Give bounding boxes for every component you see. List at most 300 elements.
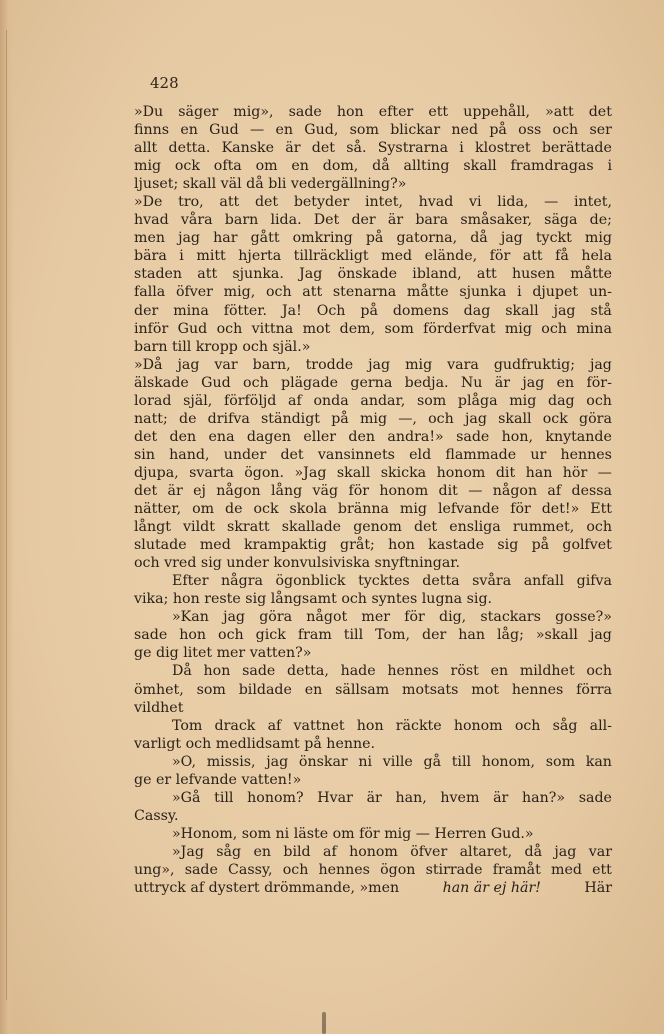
word: jag bbox=[500, 230, 523, 247]
word: att bbox=[476, 266, 497, 283]
word: några bbox=[221, 573, 263, 590]
text-line: »Honom, som ni läste om för mig — Herren Gud.» bbox=[172, 825, 534, 842]
word: låg; bbox=[497, 627, 524, 644]
text-line bbox=[134, 265, 612, 283]
word: betyder bbox=[293, 194, 350, 211]
text-line bbox=[134, 103, 612, 121]
word: som bbox=[196, 681, 226, 698]
final-line-italic: han är ej här! bbox=[442, 880, 541, 897]
word: önskade bbox=[337, 266, 398, 283]
word: med bbox=[199, 537, 231, 554]
text-line bbox=[134, 392, 612, 410]
word: ock bbox=[174, 158, 200, 175]
text-line bbox=[134, 536, 612, 554]
word: »att bbox=[545, 104, 574, 120]
word: att bbox=[302, 284, 323, 301]
word: uppehåll, bbox=[463, 104, 531, 120]
word: efter bbox=[378, 104, 414, 120]
word: och bbox=[552, 122, 579, 139]
word: gosse?» bbox=[555, 609, 612, 626]
word: trodde bbox=[305, 356, 354, 373]
word: detta. bbox=[168, 140, 211, 157]
word: den bbox=[169, 428, 197, 445]
word: detta bbox=[422, 573, 460, 590]
word: mer bbox=[361, 609, 391, 626]
word: ej bbox=[193, 482, 206, 499]
word: hör bbox=[562, 464, 588, 481]
word: det!» bbox=[541, 501, 580, 518]
word: »O, bbox=[172, 753, 196, 770]
word: dessa bbox=[571, 482, 612, 499]
word: intet, bbox=[573, 194, 612, 211]
word: »Du bbox=[134, 104, 164, 120]
text-line: Cassy. bbox=[134, 807, 179, 824]
word: fötter. bbox=[223, 302, 268, 319]
word: ville bbox=[382, 753, 413, 770]
word: jag bbox=[266, 753, 289, 770]
word: sig bbox=[497, 537, 519, 554]
text-line: ljuset; skall väl då bli vedergällning?» bbox=[134, 176, 407, 193]
word: hon bbox=[203, 663, 231, 680]
word: lida. bbox=[270, 212, 302, 229]
word: intet, bbox=[364, 194, 403, 211]
word: skall bbox=[336, 464, 371, 481]
word: under bbox=[223, 446, 267, 463]
word: önskar bbox=[298, 753, 348, 770]
word: sade bbox=[578, 789, 612, 806]
word: oss bbox=[518, 122, 542, 139]
word: ibland, bbox=[412, 266, 462, 283]
word: vildt bbox=[183, 519, 215, 536]
word: ena bbox=[208, 428, 235, 445]
word: och bbox=[514, 717, 541, 734]
word: hjerta bbox=[238, 248, 282, 265]
word: en bbox=[490, 663, 509, 680]
word: då bbox=[470, 230, 488, 247]
text-line bbox=[134, 681, 612, 699]
word: natt; bbox=[134, 410, 168, 427]
word: mina bbox=[173, 302, 209, 319]
word: ung», bbox=[134, 861, 175, 878]
word: ögon. bbox=[244, 464, 285, 481]
final-line-start: uttryck af dystert drömmande, »men bbox=[134, 880, 400, 897]
word: att bbox=[219, 194, 240, 211]
word: och bbox=[541, 320, 567, 337]
word: Tom bbox=[172, 717, 203, 734]
word: räckte bbox=[395, 717, 442, 734]
word: der bbox=[422, 627, 447, 644]
word: och bbox=[216, 320, 243, 337]
text-line: och vred sig under konvulsiviska snyftningar. bbox=[134, 555, 461, 572]
text-line bbox=[134, 356, 612, 374]
word: skicka bbox=[380, 464, 427, 481]
word: dit bbox=[495, 464, 516, 481]
word: tyckt bbox=[535, 230, 572, 247]
word: att bbox=[197, 266, 218, 283]
word: sade bbox=[242, 663, 276, 680]
word: älskade bbox=[134, 374, 189, 391]
word: mot bbox=[471, 681, 499, 698]
word: vittna bbox=[251, 320, 294, 337]
word: Gud bbox=[209, 122, 239, 139]
word: öfver bbox=[410, 843, 448, 860]
word: jag bbox=[554, 843, 577, 860]
word: eller bbox=[303, 428, 337, 445]
word: framdragas bbox=[510, 158, 594, 175]
text-line-final bbox=[134, 879, 612, 897]
word: »skall bbox=[535, 627, 578, 644]
word: för bbox=[404, 609, 425, 626]
text-line bbox=[134, 464, 612, 482]
word: han?» bbox=[522, 789, 566, 806]
word: det bbox=[311, 140, 335, 157]
text-line bbox=[134, 229, 612, 247]
word: andar, bbox=[360, 392, 406, 409]
word: det bbox=[254, 194, 279, 211]
word: skola bbox=[289, 501, 327, 518]
word: Nu bbox=[460, 374, 483, 391]
word: det bbox=[413, 519, 438, 536]
word: om bbox=[192, 501, 215, 518]
text-line bbox=[134, 157, 612, 175]
page-edge-line bbox=[6, 30, 7, 1000]
text-line: vika; hon reste sig långsamt och syntes lugna sig. bbox=[134, 591, 493, 608]
word: men bbox=[134, 230, 165, 247]
word: Systrarna bbox=[377, 140, 449, 157]
word: un- bbox=[588, 284, 612, 301]
word: gråt; bbox=[340, 537, 375, 554]
word: hon bbox=[336, 104, 364, 120]
word: är bbox=[387, 212, 404, 229]
word: tro, bbox=[178, 194, 204, 211]
text-line bbox=[134, 139, 612, 157]
word: honom bbox=[349, 843, 398, 860]
word: — bbox=[544, 194, 559, 211]
word: och bbox=[282, 861, 309, 878]
word: till bbox=[343, 627, 364, 644]
word: en bbox=[291, 158, 309, 175]
word: honom bbox=[453, 717, 503, 734]
word: Hvar bbox=[317, 789, 353, 806]
word: gatorna, bbox=[396, 230, 458, 247]
word: mig bbox=[584, 230, 612, 247]
word: och bbox=[586, 663, 612, 680]
word: och bbox=[265, 284, 292, 301]
word: något bbox=[306, 609, 348, 626]
word: sällsam bbox=[335, 681, 390, 698]
word: rummet, bbox=[512, 519, 575, 536]
word: skall bbox=[505, 302, 539, 319]
word: jag bbox=[223, 609, 246, 626]
word: Efter bbox=[172, 573, 209, 590]
word: säga bbox=[544, 212, 578, 229]
word: skallade bbox=[281, 519, 342, 536]
word: »Jag bbox=[294, 464, 327, 481]
text-line: varligt och medlidsamt på henne. bbox=[134, 735, 376, 752]
word: mitt bbox=[196, 248, 226, 265]
word: Då bbox=[172, 663, 192, 680]
word: är bbox=[167, 482, 183, 499]
text-line: vildhet bbox=[134, 699, 184, 716]
word: öfver bbox=[175, 284, 213, 301]
word: ett bbox=[592, 861, 612, 878]
word: vattnet bbox=[293, 717, 345, 734]
word: af bbox=[322, 843, 337, 860]
word: altaret, bbox=[459, 843, 513, 860]
word: ensliga bbox=[449, 519, 501, 536]
word: bildade bbox=[238, 681, 292, 698]
text-line bbox=[134, 843, 612, 861]
word: af bbox=[547, 482, 562, 499]
word: dit bbox=[438, 482, 458, 499]
word: det bbox=[588, 104, 612, 120]
word: ock bbox=[253, 501, 279, 518]
word: då bbox=[372, 158, 390, 175]
word: sade bbox=[288, 104, 322, 120]
word: onda bbox=[313, 392, 349, 409]
word: mina bbox=[576, 320, 612, 337]
word: honom bbox=[436, 464, 486, 481]
text-line bbox=[134, 121, 612, 139]
word: honom bbox=[379, 482, 429, 499]
word: stenarna bbox=[332, 284, 397, 301]
word: hvad bbox=[134, 212, 169, 229]
word: med bbox=[381, 248, 413, 265]
word: Kanske bbox=[221, 140, 275, 157]
word: der bbox=[134, 302, 159, 319]
text-line bbox=[134, 482, 612, 500]
word: ett bbox=[428, 104, 449, 120]
text-line: ge dig litet mer vatten?» bbox=[134, 645, 312, 662]
word: jag bbox=[589, 627, 612, 644]
word: lång bbox=[270, 482, 303, 499]
word: ned bbox=[451, 122, 479, 139]
word: som bbox=[545, 753, 576, 770]
word: i bbox=[459, 140, 464, 157]
word: få bbox=[555, 248, 569, 265]
body-text bbox=[134, 103, 612, 897]
text-line bbox=[134, 608, 612, 626]
word: är bbox=[285, 140, 301, 157]
word: en bbox=[556, 374, 575, 391]
word: drack bbox=[214, 717, 256, 734]
word: mig», bbox=[233, 104, 274, 120]
word: dem, bbox=[339, 320, 376, 337]
word: sjunka. bbox=[232, 266, 284, 283]
word: der bbox=[351, 212, 376, 229]
word: af bbox=[267, 717, 282, 734]
word: flammade bbox=[445, 446, 517, 463]
word: kastade bbox=[428, 537, 485, 554]
word: ock bbox=[542, 410, 568, 427]
word: drifva bbox=[207, 410, 250, 427]
word: någon bbox=[216, 482, 261, 499]
word: klostret bbox=[475, 140, 531, 157]
word: hennes bbox=[318, 861, 370, 878]
word: »Gå bbox=[172, 789, 201, 806]
word: det bbox=[134, 428, 158, 445]
word: lida, bbox=[497, 194, 529, 211]
text-line bbox=[134, 662, 612, 680]
word: för- bbox=[586, 374, 612, 391]
word: en bbox=[304, 681, 323, 698]
word: ofta bbox=[213, 158, 242, 175]
word: hon bbox=[388, 537, 415, 554]
word: någon bbox=[492, 482, 538, 499]
word: jag bbox=[522, 374, 545, 391]
word: elände, bbox=[424, 248, 478, 265]
word: eld bbox=[409, 446, 432, 463]
word: och bbox=[586, 519, 612, 536]
word: ser bbox=[589, 122, 612, 139]
word: hvem bbox=[440, 789, 480, 806]
word: plåga bbox=[457, 392, 498, 409]
word: gudfruktig; bbox=[493, 356, 575, 373]
word: gerna bbox=[350, 374, 393, 391]
word: »De bbox=[134, 194, 163, 211]
word: småsaker, bbox=[460, 212, 532, 229]
word: och bbox=[218, 627, 244, 644]
word: i bbox=[179, 248, 184, 265]
word: — bbox=[468, 482, 483, 499]
word: hennes bbox=[560, 446, 612, 463]
word: måtte bbox=[406, 284, 449, 301]
word: hon bbox=[179, 627, 207, 644]
page-bottom-mark bbox=[322, 1012, 326, 1034]
word: jag bbox=[178, 230, 201, 247]
word: skall bbox=[498, 410, 532, 427]
word: på bbox=[360, 302, 378, 319]
text-line bbox=[134, 500, 612, 518]
word: motsats bbox=[402, 681, 459, 698]
word: och bbox=[243, 374, 269, 391]
word: andra!» bbox=[387, 428, 444, 445]
word: allt bbox=[134, 140, 158, 157]
page-binding-edge bbox=[0, 0, 14, 1034]
text-line bbox=[134, 789, 612, 807]
word: sade bbox=[134, 627, 168, 644]
word: hennes bbox=[387, 663, 439, 680]
word: dag bbox=[547, 392, 575, 409]
word: — bbox=[597, 464, 612, 481]
word: gått bbox=[250, 230, 280, 247]
word: finns bbox=[134, 122, 170, 139]
word: på bbox=[331, 410, 349, 427]
word: till bbox=[451, 753, 472, 770]
word: ständigt bbox=[261, 410, 320, 427]
word: mig bbox=[399, 501, 427, 518]
word: djupet bbox=[532, 284, 579, 301]
text-line bbox=[134, 518, 612, 536]
word: han, bbox=[395, 789, 427, 806]
word: djupa, bbox=[134, 464, 179, 481]
word: svåra bbox=[472, 573, 512, 590]
word: på bbox=[531, 537, 550, 554]
word: mildhet bbox=[519, 663, 575, 680]
text-line bbox=[134, 320, 612, 338]
text-line: ge er lefvande vatten!» bbox=[134, 771, 302, 788]
text-line bbox=[134, 428, 612, 446]
word: svarta bbox=[189, 464, 234, 481]
word: själ, bbox=[183, 392, 213, 409]
word: förra bbox=[576, 681, 612, 698]
word: sade bbox=[184, 861, 218, 878]
word: det bbox=[280, 446, 304, 463]
word: då bbox=[524, 843, 543, 860]
word: i bbox=[517, 284, 522, 301]
word: väg bbox=[312, 482, 339, 499]
word: detta, bbox=[287, 663, 329, 680]
text-line bbox=[134, 283, 612, 301]
word: som bbox=[349, 122, 379, 139]
word: måtte bbox=[570, 266, 612, 283]
word: hon, bbox=[501, 428, 533, 445]
word: nätter, bbox=[134, 501, 182, 518]
word: det bbox=[134, 482, 158, 499]
word: såg bbox=[216, 843, 242, 860]
word: hela bbox=[581, 248, 612, 265]
word: »Kan bbox=[172, 609, 209, 626]
word: den bbox=[348, 428, 376, 445]
text-line bbox=[134, 211, 612, 229]
word: vansinnets bbox=[317, 446, 395, 463]
word: Och bbox=[316, 302, 346, 319]
word: jag bbox=[553, 302, 576, 319]
word: tycktes bbox=[358, 573, 410, 590]
word: jag bbox=[368, 356, 391, 373]
word: lefvande bbox=[437, 501, 500, 518]
word: kan bbox=[585, 753, 612, 770]
word: anfall bbox=[523, 573, 565, 590]
word: inför bbox=[134, 320, 169, 337]
word: jag bbox=[177, 356, 200, 373]
word: ur bbox=[530, 446, 547, 463]
word: i bbox=[607, 158, 612, 175]
word: all- bbox=[589, 717, 612, 734]
text-line bbox=[134, 247, 612, 265]
word: så. bbox=[346, 140, 367, 157]
word: »Då bbox=[134, 356, 163, 373]
word: dom, bbox=[322, 158, 359, 175]
word: göra bbox=[259, 609, 293, 626]
word: röst bbox=[450, 663, 479, 680]
word: blickar bbox=[390, 122, 441, 139]
word: framåt bbox=[492, 861, 541, 878]
text-line: barn till kropp och själ.» bbox=[134, 338, 311, 355]
word: stå bbox=[590, 302, 612, 319]
word: Gud bbox=[177, 320, 208, 337]
word: och bbox=[586, 392, 612, 409]
word: stirrade bbox=[425, 861, 483, 878]
word: gå bbox=[423, 753, 442, 770]
word: är bbox=[494, 374, 511, 391]
word: var bbox=[214, 356, 238, 373]
word: Jag bbox=[299, 266, 323, 283]
word: mot bbox=[302, 320, 331, 337]
word: jag bbox=[464, 410, 487, 427]
word: var bbox=[588, 843, 612, 860]
word: ögon bbox=[380, 861, 416, 878]
text-line bbox=[134, 302, 612, 320]
word: honom, bbox=[481, 753, 536, 770]
word: dig, bbox=[438, 609, 467, 626]
word: plägade bbox=[280, 374, 339, 391]
text-line bbox=[134, 717, 612, 735]
word: de; bbox=[589, 212, 612, 229]
word: långt bbox=[134, 519, 171, 536]
word: vi bbox=[469, 194, 482, 211]
word: som bbox=[384, 320, 414, 337]
